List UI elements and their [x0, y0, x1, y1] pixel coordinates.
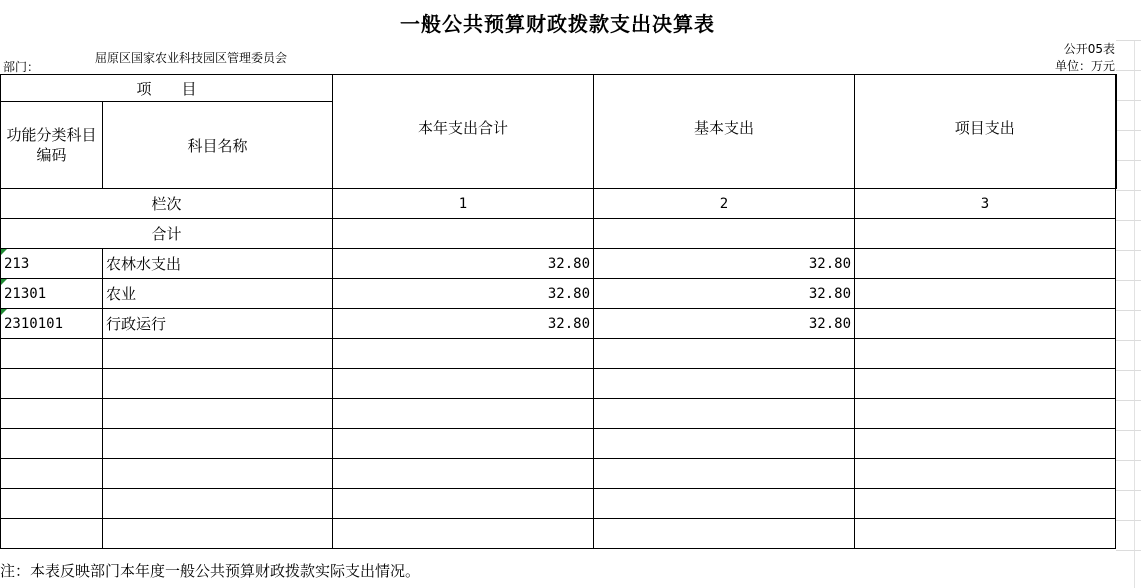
empty-cell[interactable]: [855, 459, 1116, 489]
empty-cell[interactable]: [1, 399, 103, 429]
empty-cell[interactable]: [333, 369, 594, 399]
sheet-gridline: [1116, 430, 1141, 431]
department-name: 屈原区国家农业科技园区管理委员会: [95, 51, 288, 65]
basic-header: 基本支出: [594, 75, 855, 189]
empty-cell[interactable]: [103, 429, 333, 459]
project-expense-cell[interactable]: [855, 279, 1116, 309]
empty-cell[interactable]: [333, 459, 594, 489]
sheet-gridline: [1116, 130, 1141, 131]
empty-cell[interactable]: [333, 399, 594, 429]
table-code: 公开05表: [1063, 42, 1115, 56]
func-code-cell[interactable]: 213: [1, 249, 103, 279]
sum-total-cell[interactable]: [333, 219, 594, 249]
empty-cell[interactable]: [1, 339, 103, 369]
empty-cell[interactable]: [1, 459, 103, 489]
sheet-gridline: [1116, 310, 1141, 311]
empty-cell[interactable]: [1, 489, 103, 519]
empty-row: [1, 339, 1116, 369]
sum-row: [1, 219, 1116, 249]
empty-cell[interactable]: [333, 339, 594, 369]
sheet-gridline: [1116, 100, 1141, 101]
empty-cell[interactable]: [103, 369, 333, 399]
empty-cell[interactable]: [103, 519, 333, 549]
sheet-gridline: [1116, 70, 1141, 71]
sheet-gridline: [1116, 490, 1141, 491]
sum-project-cell[interactable]: [855, 219, 1116, 249]
empty-cell[interactable]: [855, 399, 1116, 429]
empty-cell[interactable]: [855, 429, 1116, 459]
empty-cell[interactable]: [1, 369, 103, 399]
empty-cell[interactable]: [594, 459, 855, 489]
empty-row: [1, 399, 1116, 429]
basic-cell[interactable]: 32.80: [594, 249, 855, 279]
sheet-gridline: [1116, 190, 1141, 191]
sheet-gridline: [1116, 340, 1141, 341]
subject-name-cell[interactable]: 农业: [103, 279, 333, 309]
empty-row: [1, 369, 1116, 399]
sheet-gridline: [1116, 520, 1141, 521]
project-expense-header: 项目支出: [855, 75, 1116, 189]
total-cell[interactable]: 32.80: [333, 279, 594, 309]
unit-label: 单位：万元: [1054, 59, 1115, 73]
empty-cell[interactable]: [594, 339, 855, 369]
subject-name-cell[interactable]: 行政运行: [103, 309, 333, 339]
func-code-header: 功能分类科目编码: [1, 102, 103, 189]
sheet-gridline: [1134, 40, 1135, 588]
empty-cell[interactable]: [1, 519, 103, 549]
table-row: [1, 249, 1116, 279]
empty-row: [1, 459, 1116, 489]
empty-cell[interactable]: [1, 429, 103, 459]
sheet-gridline: [1116, 400, 1141, 401]
empty-cell[interactable]: [594, 399, 855, 429]
basic-cell[interactable]: 32.80: [594, 309, 855, 339]
sum-basic-cell[interactable]: [594, 219, 855, 249]
sum-label: 合计: [1, 219, 333, 249]
empty-cell[interactable]: [855, 339, 1116, 369]
sheet-gridline: [1116, 250, 1141, 251]
total-cell[interactable]: 32.80: [333, 309, 594, 339]
sheet-gridline: [1116, 220, 1141, 221]
project-expense-cell[interactable]: [855, 309, 1116, 339]
empty-cell[interactable]: [333, 429, 594, 459]
table-row: [1, 309, 1116, 339]
report-title: 一般公共预算财政拨款支出决算表: [400, 12, 715, 36]
empty-cell[interactable]: [103, 489, 333, 519]
empty-cell[interactable]: [103, 459, 333, 489]
empty-row: [1, 519, 1116, 549]
table-row: [1, 279, 1116, 309]
empty-cell[interactable]: [855, 519, 1116, 549]
subject-name-header: 科目名称: [103, 102, 333, 189]
empty-row: [1, 489, 1116, 519]
project-expense-cell[interactable]: [855, 249, 1116, 279]
sheet-gridline: [1116, 40, 1141, 41]
sheet-gridline: [1116, 460, 1141, 461]
empty-cell[interactable]: [594, 369, 855, 399]
column-number-1: 1: [333, 189, 594, 219]
column-number-3: 3: [855, 189, 1116, 219]
empty-cell[interactable]: [594, 429, 855, 459]
sheet-gridline: [1116, 550, 1141, 551]
sheet-gridline: [1116, 280, 1141, 281]
empty-cell[interactable]: [594, 519, 855, 549]
empty-cell[interactable]: [333, 519, 594, 549]
empty-cell[interactable]: [594, 489, 855, 519]
func-code-cell[interactable]: 21301: [1, 279, 103, 309]
empty-cell[interactable]: [855, 369, 1116, 399]
header-row-1: [1, 75, 1116, 102]
expenditure-table: [0, 74, 1117, 549]
empty-cell[interactable]: [333, 489, 594, 519]
empty-cell[interactable]: [855, 489, 1116, 519]
department-label: 部门：: [3, 60, 40, 74]
column-number-label: 栏次: [1, 189, 333, 219]
total-cell[interactable]: 32.80: [333, 249, 594, 279]
footnote: 注：本表反映部门本年度一般公共预算财政拨款实际支出情况。: [0, 562, 421, 580]
basic-cell[interactable]: 32.80: [594, 279, 855, 309]
total-header: 本年支出合计: [333, 75, 594, 189]
subject-name-cell[interactable]: 农林水支出: [103, 249, 333, 279]
column-number-row: [1, 189, 1116, 219]
sheet-gridline: [1116, 160, 1141, 161]
empty-cell[interactable]: [103, 339, 333, 369]
empty-cell[interactable]: [103, 399, 333, 429]
column-number-2: 2: [594, 189, 855, 219]
func-code-cell[interactable]: 2310101: [1, 309, 103, 339]
sheet-gridline: [1116, 370, 1141, 371]
empty-row: [1, 429, 1116, 459]
project-header: 项 目: [1, 75, 333, 102]
